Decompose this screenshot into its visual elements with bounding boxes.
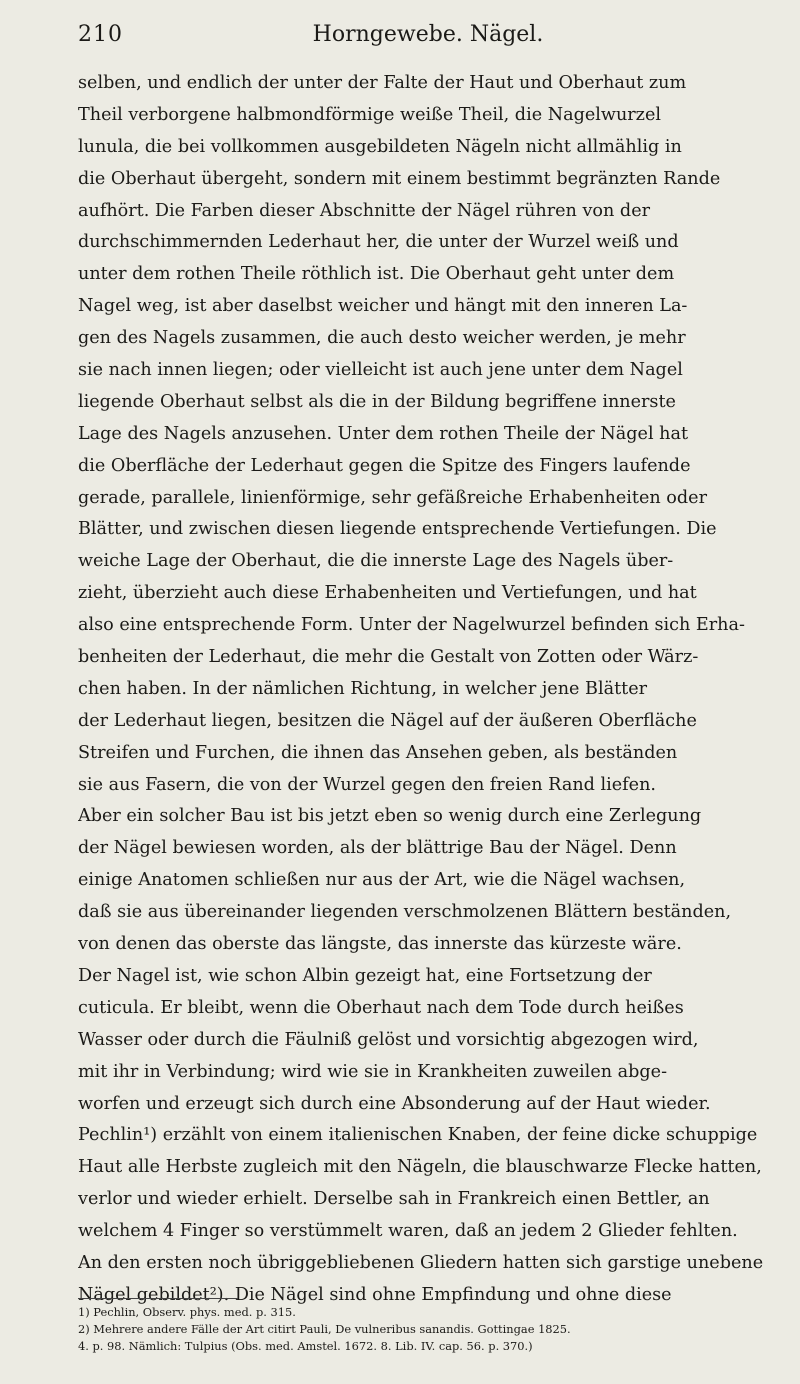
text-line: An den ersten noch übriggebliebenen Gliedern hatten sich garstige unebene — [78, 1252, 764, 1273]
text-line: unter dem rothen Theile röthlich ist. Die Oberhaut geht unter dem — [78, 264, 675, 285]
text-line: liegende Oberhaut selbst als die in der Bildung begriffene innerste — [78, 391, 676, 412]
text-line: weiche Lage der Oberhaut, die die innerste Lage des Nagels über- — [78, 551, 674, 572]
page-header — [78, 22, 778, 54]
text-line: durchschimmernden Lederhaut her, die unter der Wurzel weiß und — [78, 232, 679, 253]
text-line: Theil verborgene halbmondförmige weiße Theil, die Nagelwurzel — [78, 104, 661, 125]
text-line: lunula, die bei vollkommen ausgebildeten Nägeln nicht allmählig in — [78, 136, 682, 157]
body-text — [78, 68, 788, 1312]
running-head: Horngewebe. Nägel. — [312, 22, 544, 47]
footnote: 2) Mehrere andere Fälle der Art citirt Pauli, De vulneribus sanandis. Gottingae 1825. — [78, 1322, 571, 1336]
text-line: cuticula. Er bleibt, wenn die Oberhaut nach dem Tode durch heißes — [78, 997, 684, 1018]
text-line: mit ihr in Verbindung; wird wie sie in Krankheiten zuweilen abge- — [78, 1061, 668, 1082]
text-line: selben, und endlich der unter der Falte der Haut und Oberhaut zum — [78, 73, 687, 93]
footnote: 1) Pechlin, Observ. phys. med. p. 315. — [78, 1305, 296, 1319]
text-line: Nagel weg, ist aber daselbst weicher und hängt mit den inneren La- — [78, 296, 688, 317]
text-line: der Lederhaut liegen, besitzen die Nägel auf der äußeren Oberfläche — [78, 710, 697, 731]
footnote-separator — [78, 1298, 238, 1299]
text-line: welchem 4 Finger so verstümmelt waren, daß an jedem 2 Glieder fehlten. — [78, 1221, 738, 1242]
text-line: Lage des Nagels anzusehen. Unter dem rothen Theile der Nägel hat — [78, 423, 689, 444]
text-line: Aber ein solcher Bau ist bis jetzt eben so wenig durch eine Zerlegung — [78, 806, 702, 827]
text-line: der Nägel bewiesen worden, als der blättrige Bau der Nägel. Denn — [78, 838, 677, 859]
text-line: Streifen und Furchen, die ihnen das Ansehen geben, als beständen — [78, 742, 678, 763]
text-line: Wasser oder durch die Fäulniß gelöst und vorsichtig abgezogen wird, — [78, 1029, 699, 1050]
text-line: Pechlin¹) erzählt von einem italienischen Knaben, der feine dicke schuppige — [78, 1125, 758, 1146]
footnote: 4. p. 98. Nämlich: Tulpius (Obs. med. Amstel. 1672. 8. Lib. IV. cap. 56. p. 370.) — [78, 1339, 533, 1353]
text-line: Nägel gebildet²). Die Nägel sind ohne Empfindung und ohne diese — [78, 1284, 672, 1305]
text-line: sie aus Fasern, die von der Wurzel gegen den freien Rand liefen. — [78, 774, 657, 795]
text-line: sie nach innen liegen; oder vielleicht ist auch jene unter dem Nagel — [78, 360, 683, 381]
text-line: gerade, parallele, linienförmige, sehr gefäßreiche Erhabenheiten oder — [78, 487, 707, 508]
text-line: aufhört. Die Farben dieser Abschnitte der Nägel rühren von der — [78, 200, 651, 221]
text-line: die Oberhaut übergeht, sondern mit einem bestimmt begränzten Rande — [78, 168, 721, 189]
text-line: von denen das oberste das längste, das innerste das kürzeste wäre. — [78, 934, 682, 955]
text-line: die Oberfläche der Lederhaut gegen die Spitze des Fingers laufende — [78, 455, 691, 476]
page-number: 210 — [78, 22, 123, 47]
text-line: Der Nagel ist, wie schon Albin gezeigt hat, eine Fortsetzung der — [78, 965, 652, 986]
text-line: Haut alle Herbste zugleich mit den Nägeln, die blauschwarze Flecke hatten, — [78, 1157, 762, 1178]
text-line: Blätter, und zwischen diesen liegende entsprechende Vertiefungen. Die — [78, 519, 717, 540]
text-line: benheiten der Lederhaut, die mehr die Gestalt von Zotten oder Wärz- — [78, 647, 699, 668]
text-line: chen haben. In der nämlichen Richtung, in welcher jene Blätter — [78, 678, 648, 699]
text-line: zieht, überzieht auch diese Erhabenheiten und Vertiefungen, und hat — [78, 583, 697, 604]
footnotes — [78, 1304, 788, 1355]
text-line: gen des Nagels zusammen, die auch desto weicher werden, je mehr — [78, 328, 686, 349]
text-line: also eine entsprechende Form. Unter der Nagelwurzel befinden sich Erha- — [78, 615, 745, 636]
text-line: daß sie aus übereinander liegenden verschmolzenen Blättern beständen, — [78, 902, 732, 923]
text-line: einige Anatomen schließen nur aus der Art, wie die Nägel wachsen, — [78, 870, 686, 891]
text-line: worfen und erzeugt sich durch eine Absonderung auf der Haut wieder. — [78, 1093, 711, 1114]
text-line: verlor und wieder erhielt. Derselbe sah in Frankreich einen Bettler, an — [78, 1189, 710, 1210]
